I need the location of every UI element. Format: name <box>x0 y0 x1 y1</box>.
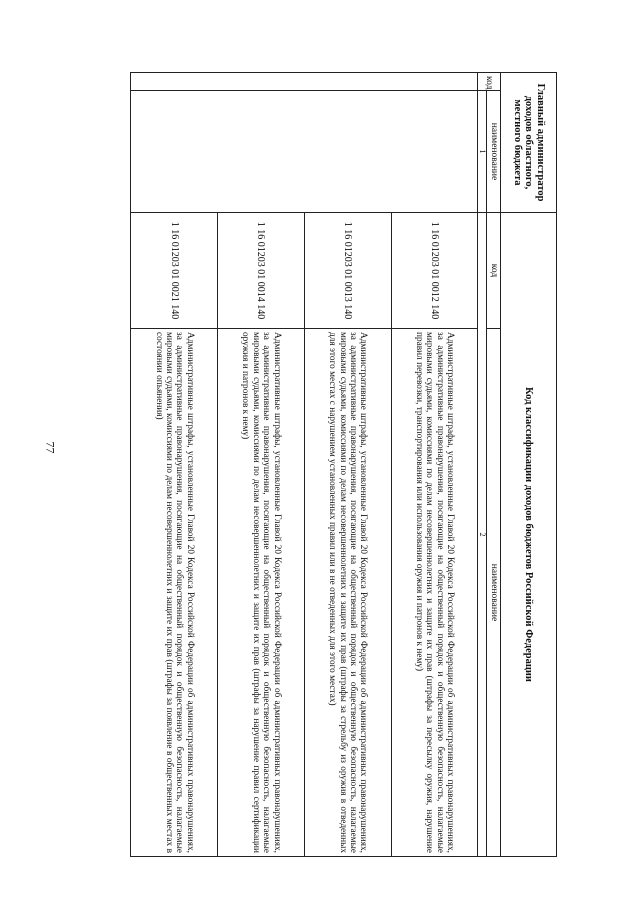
row-description: Административные штрафы, установленные Главой 20 Кодекса Российской Федерации об административных правонарушениях, за административные правонарушения, посягающие на общественный порядок и общественную безопасность, налагаемые мировыми судьями, комиссиями по делам несовершеннолетних и защите их прав (штрафы за стрельбу из оружия в отведенных для этого местах с нарушением установленных правил или в не отведенных для этого местах) <box>304 329 391 857</box>
row-code: 1 16 01203 01 0021 140 <box>131 213 218 329</box>
column-number-2: 2 <box>478 213 487 857</box>
header-row-sub <box>487 73 501 857</box>
row-description: Административные штрафы, установленные Главой 20 Кодекса Российской Федерации об административных правонарушениях, за административные правонарушения, посягающие на общественный порядок и общественную безопасность, налагаемые мировыми судьями, комиссиями по делам несовершеннолетних и защите их прав (штрафы за появление в общественных местах в состоянии опьянения) <box>131 329 218 857</box>
admin-code-cell <box>131 73 478 91</box>
header-row-numbers <box>478 73 487 857</box>
rotated-table-wrapper <box>130 72 557 856</box>
classification-header: Код классификации доходов бюджетов Российской Федерации <box>501 213 557 857</box>
admin-name-header: наименование <box>487 91 501 213</box>
row-code: 1 16 01203 01 0013 140 <box>304 213 391 329</box>
name-header: наименование <box>487 329 501 857</box>
code-header: код <box>487 213 501 329</box>
column-number-1: 1 <box>478 91 487 213</box>
admin-name-cell <box>131 91 478 213</box>
row-description: Административные штрафы, установленные Главой 20 Кодекса Российской Федерации об административных правонарушениях, за административные правонарушения, посягающие на общественный порядок и общественную безопасность, налагаемые мировыми судьями, комиссиями по делам несовершеннолетних и защите их прав (штрафы за нарушение правил сертификации оружия и патронов к нему) <box>217 329 304 857</box>
header-row-main <box>501 73 557 857</box>
table-row <box>391 73 478 857</box>
admin-header: Главный администратор доходов областного, местного бюджета <box>501 73 557 213</box>
row-description: Административные штрафы, установленные Главой 20 Кодекса Российской Федерации об административных правонарушениях, за административные правонарушения, посягающие на общественный порядок и общественную безопасность, налагаемые мировыми судьями, комиссиями по делам несовершеннолетних и защите их прав (штрафы за пересылку оружия, нарушение правил перевозки, транспортирования или использования оружия и патронов к нему) <box>391 329 478 857</box>
revenue-classification-table <box>130 72 557 857</box>
row-code: 1 16 01203 01 0012 140 <box>391 213 478 329</box>
page-number: 77 <box>43 441 58 454</box>
admin-code-header: код <box>478 73 501 91</box>
row-code: 1 16 01203 01 0014 140 <box>217 213 304 329</box>
